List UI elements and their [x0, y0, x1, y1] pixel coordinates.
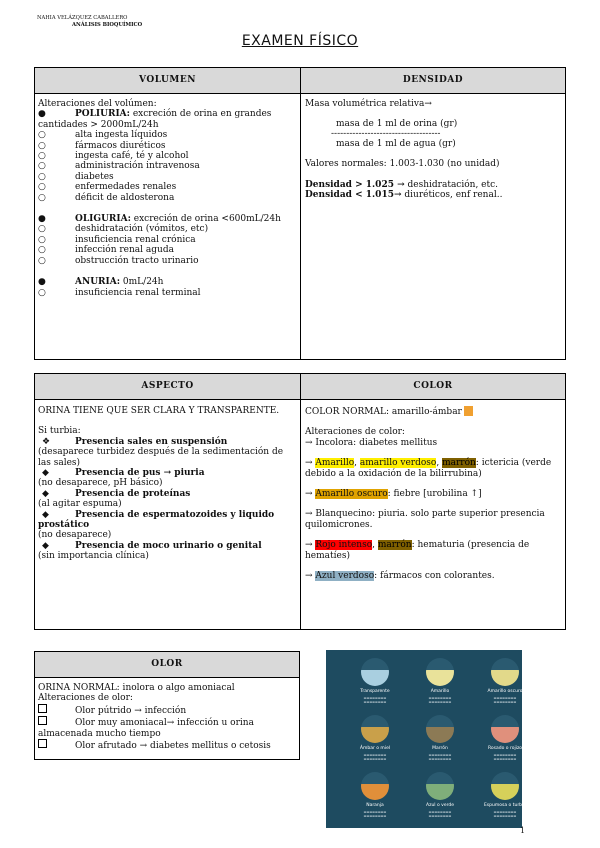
infographic-description-lines: ▬▬▬▬▬▬▬▬ ▬▬▬▬▬▬▬▬ [493, 696, 517, 704]
author-name: NAHIA VELÁZQUEZ CABALLERO [37, 15, 128, 21]
color-normal: COLOR NORMAL: amarillo-ámbar [305, 406, 563, 417]
aspecto-item-heading: Presencia de espermatozoides y liquido prostático [38, 509, 275, 531]
aspecto-turbia: Si turbia: [38, 426, 81, 437]
infographic-description-lines: ▬▬▬▬▬▬▬▬ ▬▬▬▬▬▬▬▬ [363, 696, 387, 704]
urine-sample-icon [361, 772, 389, 800]
list-item-text: insuficiencia renal crónica [75, 234, 196, 245]
checkbox-bullet-icon [38, 716, 47, 725]
infographic-description-lines: ▬▬▬▬▬▬▬▬ ▬▬▬▬▬▬▬▬ [428, 696, 452, 704]
aspecto-item-desc: (no desaparece, pH básico) [38, 478, 163, 489]
diamond-bullet-icon: ◆ [42, 488, 49, 499]
aspecto-item-desc: (al agitar espuma) [38, 499, 122, 510]
circle-bullet-icon: ○ [38, 245, 46, 256]
color-incolora: → Incolora: diabetes mellitus [305, 437, 438, 448]
list-item [38, 235, 296, 245]
olor-item [38, 716, 296, 739]
diamond-bullet-icon: ❖ [42, 436, 51, 447]
circle-bullet-icon: ○ [38, 171, 46, 182]
infographic-label: Transparente [360, 689, 390, 694]
circle-bullet-icon: ○ [38, 192, 46, 203]
list-item-text: alta ingesta líquidos [75, 130, 168, 141]
circle-bullet-icon: ○ [38, 224, 46, 235]
list-item [38, 193, 296, 203]
olor-list [38, 704, 296, 752]
aspecto-cell [38, 406, 296, 562]
circle-bullet-icon: ○ [38, 287, 46, 298]
infographic-description-lines: ▬▬▬▬▬▬▬▬ ▬▬▬▬▬▬▬▬ [493, 810, 517, 818]
densidad-low: Densidad < 1.015→ diuréticos, enf renal.. [305, 190, 503, 201]
list-item [38, 151, 296, 161]
circle-bullet-icon: ○ [38, 130, 46, 141]
subject-name: ANÁLISIS BIOQUÍMICO [72, 22, 143, 28]
aspecto-item-desc: (sin importancia clínica) [38, 551, 149, 562]
diamond-bullet-icon: ◆ [42, 540, 49, 551]
list-item [38, 256, 296, 266]
aspecto-heading: ASPECTO [35, 374, 300, 400]
infographic-label: Marrón [432, 746, 448, 751]
infographic-label: Ámbar o miel [359, 746, 391, 751]
urine-color-infographic [326, 650, 527, 828]
list-item-text: insuficiencia renal terminal [75, 287, 201, 298]
anuria-list [38, 288, 296, 298]
infographic-description-lines: ▬▬▬▬▬▬▬▬ ▬▬▬▬▬▬▬▬ [428, 810, 452, 818]
diamond-bullet-icon: ◆ [42, 468, 49, 479]
olor-normal: ORINA NORMAL: inolora o algo amoniacal [38, 683, 235, 693]
volumen-cell [38, 99, 296, 298]
aspecto-item-title [38, 541, 296, 551]
fraction-divider: ------------------------------------ [331, 128, 441, 139]
list-item-text: enfermedades renales [75, 182, 177, 193]
oliguria-list [38, 224, 296, 266]
densidad-definition: Masa volumétrica relativa→ [305, 99, 432, 109]
color-farmacos: → Azul verdoso: fármacos con colorantes. [305, 571, 495, 582]
anuria-entry: ● ANURIA: 0mL/24h [38, 277, 164, 288]
infographic-label: Amarillo oscuro [487, 689, 523, 694]
list-item [38, 224, 296, 234]
olor-table [34, 651, 300, 760]
urine-sample-icon [361, 715, 389, 743]
circle-bullet-icon: ○ [38, 255, 46, 266]
list-item-text: obstrucción tracto urinario [75, 255, 199, 266]
checkbox-bullet-icon [38, 704, 47, 713]
aspecto-intro: ORINA TIENE QUE SER CLARA Y TRANSPARENTE. [38, 406, 280, 416]
poliuria-list [38, 130, 296, 203]
checkbox-bullet-icon [38, 739, 47, 748]
aspecto-item-heading: Presencia de proteínas [75, 488, 191, 499]
aspecto-item-title [38, 468, 296, 478]
color-fiebre: → Amarillo oscuro: fiebre [urobilina ↑] [305, 489, 482, 500]
list-item [38, 141, 296, 151]
olor-item [38, 739, 296, 751]
urine-sample-icon [426, 658, 454, 686]
densidad-normal-values: Valores normales: 1.003-1.030 (no unidad) [305, 159, 500, 170]
urine-sample-icon [361, 658, 389, 686]
circle-bullet-icon: ○ [38, 182, 46, 193]
color-blanquecino: → Blanquecino: piuria. solo parte superior presencia quilomicrones. [305, 509, 545, 530]
color-cell [305, 406, 563, 581]
oliguria-entry: ● OLIGURIA: excreción de orina <600mL/24h [38, 214, 281, 225]
infographic-description-lines: ▬▬▬▬▬▬▬▬ ▬▬▬▬▬▬▬▬ [428, 753, 452, 761]
olor-item-text: Olor afrutado → diabetes mellitus o cetosis [75, 741, 271, 752]
aspecto-item-title [38, 437, 296, 447]
aspecto-item-desc: (desaparece turbidez después de la sedimentación de las sales) [38, 447, 284, 468]
list-item-text: diabetes [75, 171, 114, 182]
densidad-denominator: masa de 1 ml de agua (gr) [336, 138, 456, 149]
list-item-text: deshidratación (vómitos, etc) [75, 224, 209, 235]
volumen-intro: Alteraciones del volúmen: [38, 99, 157, 109]
infographic-label: Azul o verde [426, 803, 454, 808]
list-item [38, 172, 296, 182]
list-item [38, 161, 296, 171]
aspecto-list [38, 437, 296, 562]
color-hematuria: → Rojo intenso, marrón: hematuria (presencia de hematíes) [305, 540, 530, 561]
list-item [38, 288, 296, 298]
infographic-label: Naranja [366, 803, 384, 808]
circle-bullet-icon: ○ [38, 140, 46, 151]
aspecto-color-table [34, 373, 566, 630]
densidad-high: Densidad > 1.025 → deshidratación, etc. [305, 179, 499, 190]
color-heading: COLOR [301, 374, 565, 400]
urine-sample-icon [491, 772, 519, 800]
infographic-label: Amarillo [430, 689, 450, 694]
circle-bullet-icon: ○ [38, 161, 46, 172]
page-number: 1 [520, 826, 526, 835]
list-item-text: fármacos diuréticos [75, 140, 166, 151]
infographic-description-lines: ▬▬▬▬▬▬▬▬ ▬▬▬▬▬▬▬▬ [493, 753, 517, 761]
color-alter: Alteraciones de color: [305, 427, 405, 438]
list-item [38, 245, 296, 255]
densidad-heading: DENSIDAD [301, 68, 565, 94]
olor-item [38, 704, 296, 716]
aspecto-item-heading: Presencia de moco urinario o genital [75, 540, 262, 551]
page-title: EXAMEN FÍSICO [241, 33, 359, 49]
olor-alter: Alteraciones de olor: [38, 693, 133, 704]
densidad-numerator: masa de 1 ml de orina (gr) [336, 119, 458, 130]
infographic-description-lines: ▬▬▬▬▬▬▬▬ ▬▬▬▬▬▬▬▬ [363, 810, 387, 818]
volumen-heading: VOLUMEN [35, 68, 300, 94]
urine-sample-icon [426, 772, 454, 800]
list-item [38, 130, 296, 140]
circle-bullet-icon: ○ [38, 151, 46, 162]
diamond-bullet-icon: ◆ [42, 509, 49, 520]
aspecto-item-heading: Presencia sales en suspensión [75, 436, 228, 447]
infographic-description-lines: ▬▬▬▬▬▬▬▬ ▬▬▬▬▬▬▬▬ [363, 753, 387, 761]
urine-sample-icon [491, 715, 519, 743]
poliuria-entry: ● POLIURIA: excreción de orina en grandes cantidades > 2000mL/24h [38, 109, 272, 130]
list-item-text: infección renal aguda [75, 245, 174, 256]
olor-item-text: Olor muy amoniacal→ infección u orina almacenada mucho tiempo [38, 718, 254, 739]
color-ictericia: → Amarillo, amarillo verdoso, marrón: ictericia (verde debido a la oxidación de la bilirrubina) [305, 458, 552, 479]
aspecto-item-heading: Presencia de pus → piuria [75, 468, 205, 479]
list-item-text: ingesta café, té y alcohol [75, 151, 189, 162]
aspecto-item-title [38, 489, 296, 499]
olor-item-text: Olor pútrido → infección [75, 705, 187, 716]
circle-bullet-icon: ○ [38, 234, 46, 245]
aspecto-item-title [38, 510, 296, 531]
list-item-text: administración intravenosa [75, 161, 200, 172]
amber-swatch [464, 406, 473, 416]
volumen-densidad-table [34, 67, 566, 360]
list-item [38, 182, 296, 192]
urine-sample-icon [426, 715, 454, 743]
olor-cell [38, 683, 296, 751]
aspecto-item-desc: (no desaparece) [38, 530, 112, 541]
infographic-label: Espumosa o turbia [483, 803, 527, 808]
urine-sample-icon [491, 658, 519, 686]
list-item-text: déficit de aldosterona [75, 192, 175, 203]
infographic-label: Rosado o rojizo [487, 746, 523, 751]
densidad-cell [305, 99, 563, 200]
document-header [37, 15, 142, 29]
olor-heading: OLOR [35, 652, 299, 678]
